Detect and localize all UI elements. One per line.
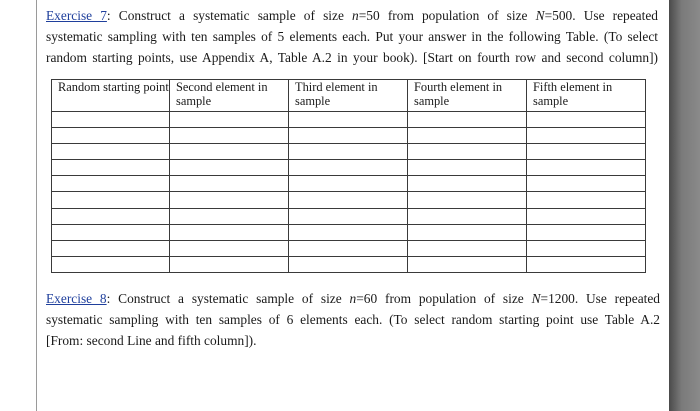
- exercise-8-paragraph: [46, 288, 660, 351]
- answer-cell[interactable]: [170, 192, 289, 208]
- exercise-7-line-1: Exercise 7: Construct a systematic sample of size n=50 from population of size N=500. Use repeated: [46, 8, 658, 23]
- answer-cell[interactable]: [527, 208, 646, 224]
- table-row: [52, 160, 646, 176]
- answer-cell[interactable]: [170, 208, 289, 224]
- answer-cell[interactable]: [170, 256, 289, 272]
- answer-cell[interactable]: [289, 112, 408, 128]
- header-third-element: Third element in sample: [289, 80, 408, 112]
- answer-cell[interactable]: [52, 144, 170, 160]
- answer-cell[interactable]: [289, 128, 408, 144]
- exercise-7-line-3: random starting points, use Appendix A, Table A.2 in your book). [Start on fourth row and second column]): [46, 50, 658, 65]
- answer-cell[interactable]: [170, 144, 289, 160]
- exercise-7-line-2: systematic sampling with ten samples of 5 elements each. Put your answer in the following Table. (To select: [46, 29, 658, 44]
- answer-cell[interactable]: [527, 256, 646, 272]
- answer-cell[interactable]: [52, 128, 170, 144]
- answer-cell[interactable]: [527, 224, 646, 240]
- answer-cell[interactable]: [52, 176, 170, 192]
- answer-cell[interactable]: [289, 176, 408, 192]
- table-body: [52, 112, 646, 273]
- answer-cell[interactable]: [527, 176, 646, 192]
- systematic-sample-table: [51, 79, 646, 273]
- answer-cell[interactable]: [527, 192, 646, 208]
- table-row: [52, 224, 646, 240]
- table-row: [52, 192, 646, 208]
- table-row: [52, 240, 646, 256]
- table-row: [52, 128, 646, 144]
- answer-cell[interactable]: [289, 256, 408, 272]
- answer-cell[interactable]: [527, 112, 646, 128]
- answer-cell[interactable]: [52, 192, 170, 208]
- header-fifth-element: Fifth element in sample: [527, 80, 646, 112]
- table-row: [52, 256, 646, 272]
- answer-cell[interactable]: [289, 160, 408, 176]
- table-row: [52, 112, 646, 128]
- answer-cell[interactable]: [170, 112, 289, 128]
- answer-cell[interactable]: [527, 144, 646, 160]
- answer-cell[interactable]: [170, 240, 289, 256]
- exercise-8-line-2: systematic sampling with ten samples of 6 elements each. (To select random starting point use Table A.2: [46, 312, 660, 327]
- answer-cell[interactable]: [408, 208, 527, 224]
- exercise-7-paragraph: [46, 5, 658, 68]
- answer-cell[interactable]: [289, 192, 408, 208]
- exercise-8-title: Exercise 8: [46, 291, 107, 306]
- answer-cell[interactable]: [170, 224, 289, 240]
- answer-cell[interactable]: [408, 176, 527, 192]
- answer-cell[interactable]: [408, 240, 527, 256]
- answer-cell[interactable]: [408, 256, 527, 272]
- answer-cell[interactable]: [170, 176, 289, 192]
- answer-cell[interactable]: [170, 128, 289, 144]
- answer-cell[interactable]: [289, 208, 408, 224]
- table-header-row: [52, 80, 646, 112]
- table-row: [52, 208, 646, 224]
- exercise-8-line-1: Exercise 8: Construct a systematic sample of size n=60 from population of size N=1200. Use repeated: [46, 291, 660, 306]
- answer-cell[interactable]: [52, 240, 170, 256]
- answer-cell[interactable]: [527, 128, 646, 144]
- answer-cell[interactable]: [52, 160, 170, 176]
- answer-cell[interactable]: [408, 160, 527, 176]
- answer-cell[interactable]: [408, 192, 527, 208]
- answer-cell[interactable]: [52, 208, 170, 224]
- answer-cell[interactable]: [527, 160, 646, 176]
- answer-cell[interactable]: [52, 256, 170, 272]
- answer-cell[interactable]: [52, 112, 170, 128]
- header-random-starting-point: Random starting point: [52, 80, 170, 112]
- page-margin-line: [36, 0, 37, 411]
- answer-cell[interactable]: [408, 128, 527, 144]
- answer-cell[interactable]: [289, 224, 408, 240]
- header-second-element: Second element in sample: [170, 80, 289, 112]
- answer-cell[interactable]: [170, 160, 289, 176]
- answer-cell[interactable]: [52, 224, 170, 240]
- answer-cell[interactable]: [408, 224, 527, 240]
- answer-cell[interactable]: [289, 240, 408, 256]
- page-edge-shadow: [669, 0, 700, 411]
- answer-cell[interactable]: [408, 112, 527, 128]
- answer-cell[interactable]: [289, 144, 408, 160]
- header-fourth-element: Fourth element in sample: [408, 80, 527, 112]
- table-row: [52, 176, 646, 192]
- exercise-8-line-3: [From: second Line and fifth column]).: [46, 333, 257, 348]
- table-row: [52, 144, 646, 160]
- answer-cell[interactable]: [527, 240, 646, 256]
- answer-cell[interactable]: [408, 144, 527, 160]
- exercise-7-title: Exercise 7: [46, 8, 107, 23]
